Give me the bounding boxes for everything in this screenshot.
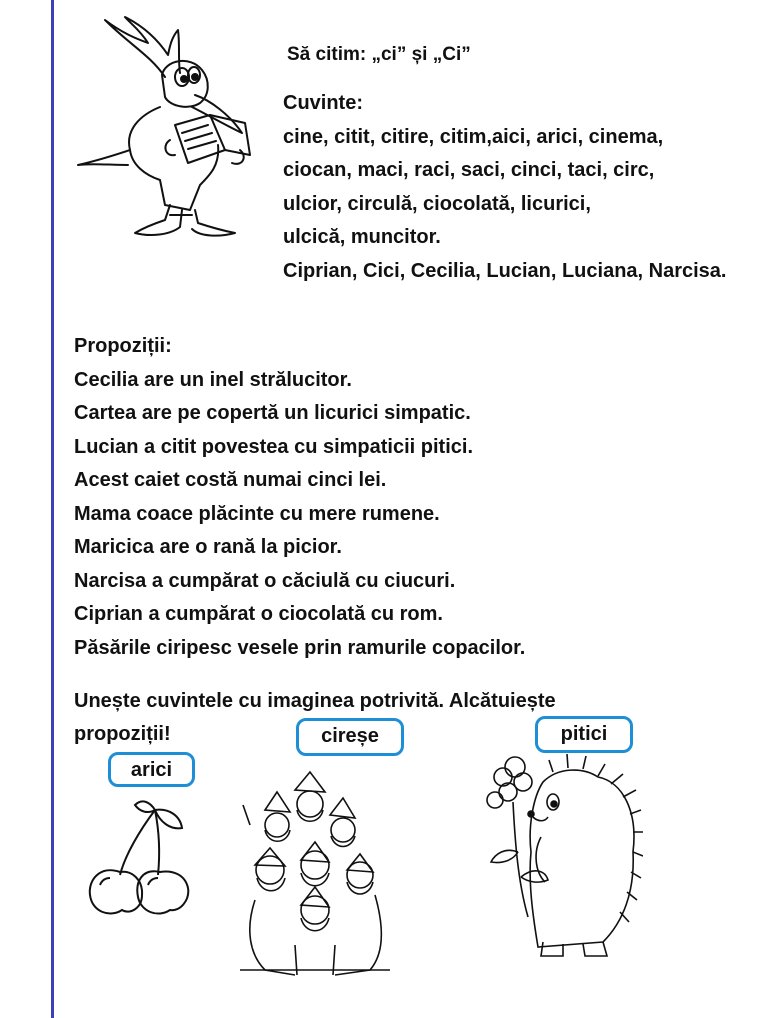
sentences-section — [74, 330, 764, 665]
woodpecker-reading-illustration — [70, 15, 270, 240]
page-title: Să citim: „ci” și „Ci” — [287, 44, 471, 65]
sentence-line: Ciprian a cumpărat o ciocolată cu rom. — [74, 603, 443, 625]
sentence-line: Cartea are pe copertă un licurici simpatic. — [74, 402, 471, 424]
sentence-line: Păsările ciripesc vesele prin ramurile copacilor. — [74, 636, 526, 659]
words-line: cine, citit, citire, citim,aici, arici, cinema, — [283, 125, 664, 148]
sentences-heading: Propoziții: — [74, 335, 172, 357]
hedgehog-illustration — [483, 742, 643, 962]
sentence-line: Acest caiet costă numai cinci lei. — [74, 469, 387, 491]
sentence-line: Lucian a citit povestea cu simpaticii pitici. — [74, 435, 474, 458]
label-cirese[interactable]: cireșe — [296, 718, 404, 756]
words-section — [283, 87, 778, 288]
page-margin-line — [51, 0, 54, 1018]
words-line: Ciprian, Cici, Cecilia, Lucian, Luciana, Narcisa. — [283, 259, 727, 282]
sentence-line: Cecilia are un inel strălucitor. — [74, 368, 352, 391]
words-heading: Cuvinte: — [283, 92, 363, 114]
task-line: Unește cuvintele cu imaginea potrivită. Alcătuiește — [74, 690, 556, 712]
dwarfs-illustration — [235, 770, 395, 980]
words-line: ciocan, maci, raci, saci, cinci, taci, circ, — [283, 159, 655, 181]
cherries-illustration — [80, 800, 200, 925]
label-arici[interactable]: arici — [108, 752, 195, 787]
label-pitici[interactable]: pitici — [535, 716, 633, 753]
sentence-line: Mama coace plăcinte cu mere rumene. — [74, 502, 440, 525]
words-line: ulcică, muncitor. — [283, 226, 441, 248]
words-line: ulcior, circulă, ciocolată, licurici, — [283, 192, 591, 215]
sentence-line: Maricica are o rană la picior. — [74, 536, 342, 558]
task-line: propoziții! — [74, 723, 171, 745]
sentence-line: Narcisa a cumpărat o căciulă cu ciucuri. — [74, 569, 456, 592]
